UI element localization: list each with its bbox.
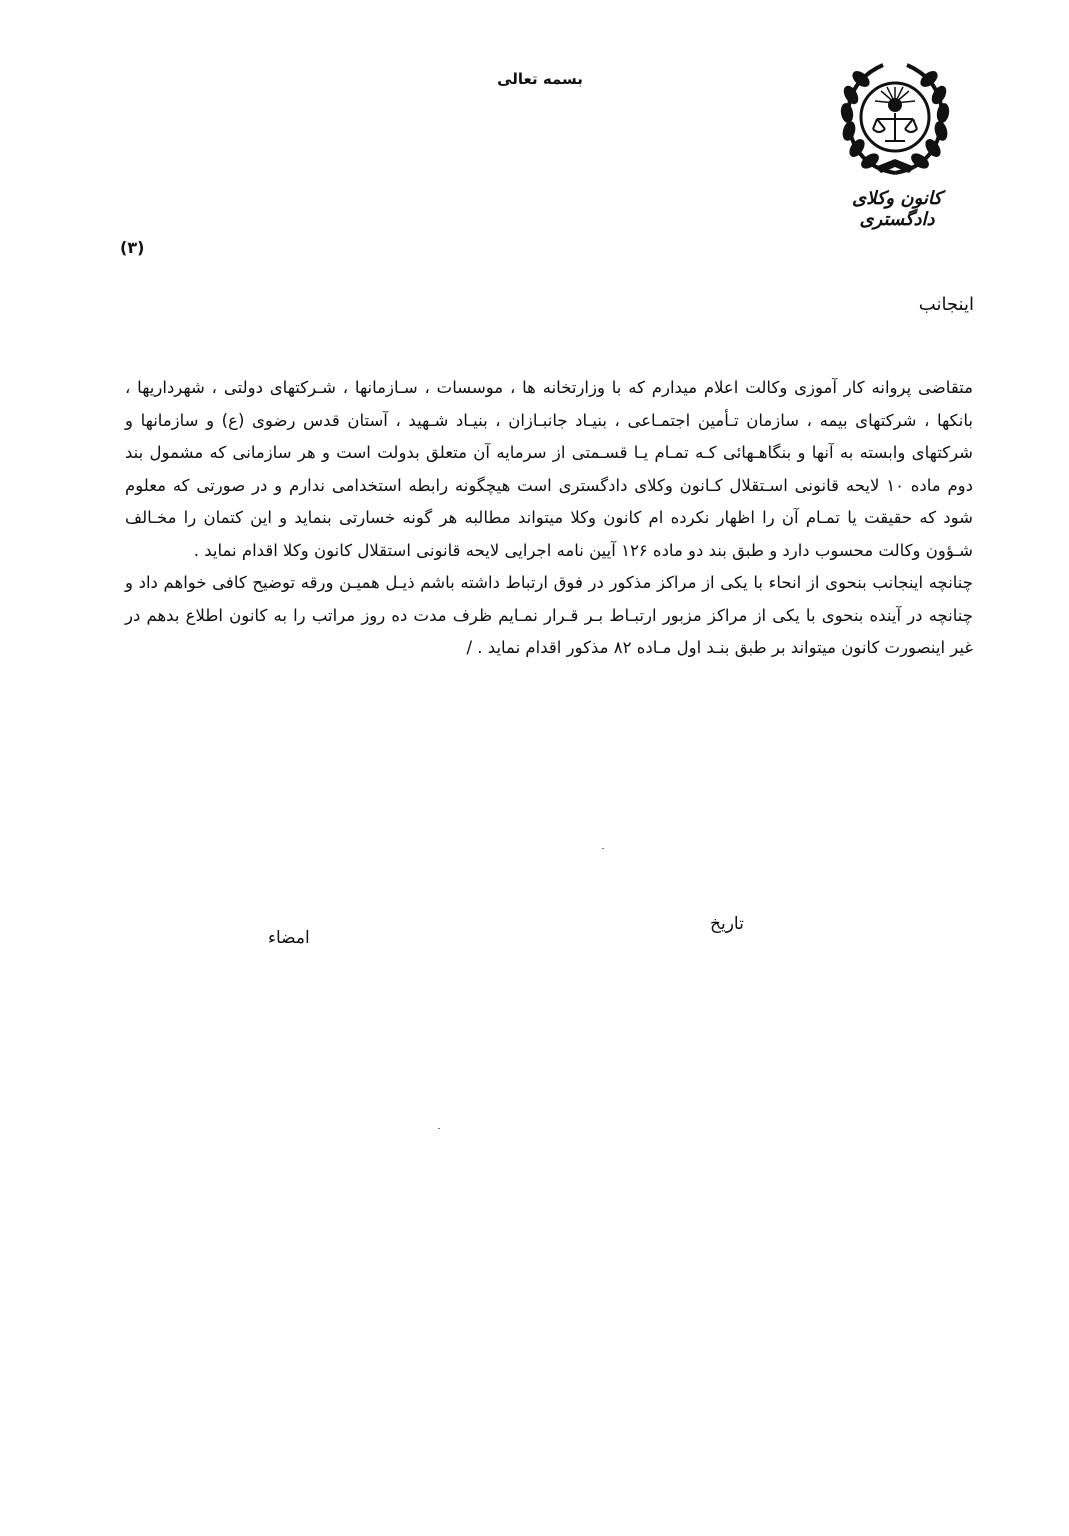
declaration-body bbox=[125, 372, 973, 665]
organization-name: کانون وکلای دادگستری bbox=[852, 188, 942, 230]
date-label: تاریخ bbox=[710, 914, 744, 934]
page-number: (۳) bbox=[120, 238, 145, 257]
scan-speck bbox=[602, 848, 604, 849]
scan-speck bbox=[438, 1128, 440, 1129]
signature-label: امضاء bbox=[268, 928, 310, 948]
salutation: اینجانب bbox=[918, 294, 974, 315]
basmala-heading: بسمه تعالی bbox=[497, 70, 583, 88]
declaration-paragraph-2: چنانچه اینجانب بنحوی از انحاء با یکی از مراکز مذکور در فوق ارتباط داشته باشم ذیـل همیـن ورقه توضیح کافی خواهم داد و چنانچه در آینده بنحوی با یکی از مراکز مزبور ارتبـاط بـر قـرار نمـایم ظرف مدت ده روز مراتب را به کانون اطلاع بدهم در غیر اینصورت کانون میتواند بر طبق بنـد اول مـاده ۸۲ مذکور اقدام نماید . / bbox=[125, 573, 973, 657]
declaration-paragraph-1: متقاضی پروانه کار آموزی وکالت اعلام میدارم که با وزارتخانه ها ، موسسات ، سـازمانها ، شـرکتهای دولتی ، شهرداریها ، بانکها ، شرکتهای بیمه ، سازمان تـأمین اجتمـاعی ، بنیـاد جانبـازان ، بنیـاد شـهید ، آستان قدس رضوی (ع) و سازمانها و شرکتهای وابسته به آنها و بنگاهـهائی کـه تمـام یـا قسـمتی از سرمایه آن متعلق بدولت است و هر سازمانی که مشمول بند دوم ماده ۱۰ لایحه قانونی اسـتقلال کـانون وکلای دادگستری است هیچگونه رابطه استخدامی ندارم و در صورتی که معلوم شود که حقیقت یا تمـام آن را اظهار نکرده ام کانون وکلا میتواند مطالبه هر گونه خسارتی بنماید و این کتمان را مخـالف شـؤون وکالت محسوب دارد و طبق بند دو ماده ۱۲۶ آیین نامه اجرایی لایحه قانونی استقلال کانون وکلا اقدام نماید . bbox=[125, 378, 973, 560]
emblem-icon bbox=[835, 55, 955, 180]
